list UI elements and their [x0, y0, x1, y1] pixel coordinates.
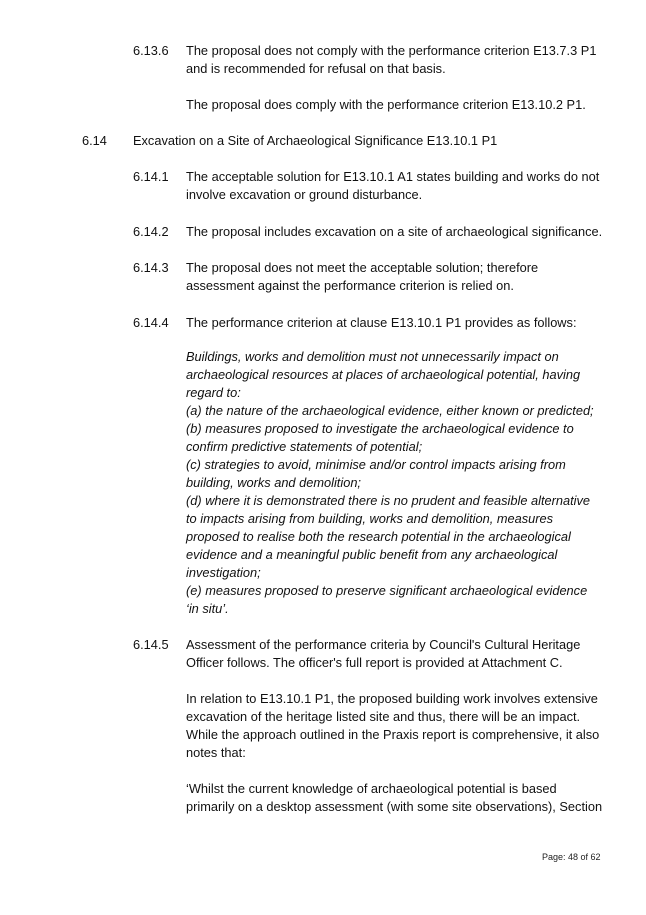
text-line: The proposal does not meet the acceptable solution; therefore [186, 260, 539, 275]
text-line: ‘Whilst the current knowledge of archaeological potential is based [186, 781, 557, 796]
page-number: Page: 48 of 62 [542, 852, 601, 862]
quote-line: (e) measures proposed to preserve significant archaeological evidence [186, 583, 588, 598]
section-number: 6.14 [82, 133, 107, 148]
quote-line: (d) where it is demonstrated there is no prudent and feasible alternative [186, 493, 591, 508]
text-line: The proposal does not comply with the performance criterion E13.7.3 P1 [186, 43, 597, 58]
quote-line: (c) strategies to avoid, minimise and/or control impacts arising from [186, 457, 566, 472]
section-number: 6.14.2 [133, 224, 169, 239]
text-line: assessment against the performance criterion is relied on. [186, 278, 514, 293]
text-line: The acceptable solution for E13.10.1 A1 states building and works do not [186, 169, 600, 184]
text-line: The proposal includes excavation on a site of archaeological significance. [186, 224, 603, 239]
text-line: primarily on a desktop assessment (with some site observations), Section [186, 799, 603, 814]
quote-line: proposed to realise both the research potential in the archaeological [186, 529, 571, 544]
quote-line: regard to: [186, 385, 241, 400]
quote-line: evidence and a meaningful public benefit from any archaeological [186, 547, 558, 562]
paragraph [186, 636, 616, 672]
text-line: The performance criterion at clause E13.10.1 P1 provides as follows: [186, 315, 577, 330]
quote-line: investigation; [186, 565, 261, 580]
paragraph [186, 780, 616, 816]
section-number: 6.14.1 [133, 169, 169, 184]
section-number: 6.14.3 [133, 260, 169, 275]
quote-line: ‘in situ’. [186, 601, 229, 616]
quote-line: confirm predictive statements of potential; [186, 439, 423, 454]
quote-line: archaeological resources at places of archaeological potential, having [186, 367, 581, 382]
text-line: While the approach outlined in the Praxis report is comprehensive, it also [186, 727, 600, 742]
section-number: 6.13.6 [133, 43, 169, 58]
section-number: 6.14.5 [133, 637, 169, 652]
quote-line: to impacts arising from building, works and demolition, measures [186, 511, 554, 526]
quote-line: (b) measures proposed to investigate the archaeological evidence to [186, 421, 574, 436]
text-line: In relation to E13.10.1 P1, the proposed building work involves extensive [186, 691, 598, 706]
paragraph [186, 690, 616, 762]
quoted-criterion [186, 348, 616, 618]
paragraph [186, 259, 616, 295]
text-line: involve excavation or ground disturbance. [186, 187, 423, 202]
paragraph [186, 168, 616, 204]
quote-line: building, works and demolition; [186, 475, 361, 490]
section-heading [133, 132, 613, 150]
section-number: 6.14.4 [133, 315, 169, 330]
text-line: The proposal does comply with the performance criterion E13.10.2 P1. [186, 97, 586, 112]
paragraph [186, 223, 616, 241]
quote-line: (a) the nature of the archaeological evidence, either known or predicted; [186, 403, 594, 418]
quote-line: Buildings, works and demolition must not unnecessarily impact on [186, 349, 559, 364]
text-line: Excavation on a Site of Archaeological Significance E13.10.1 P1 [133, 133, 498, 148]
text-line: excavation of the heritage listed site and thus, there will be an impact. [186, 709, 581, 724]
text-line: Officer follows. The officer's full report is provided at Attachment C. [186, 655, 563, 670]
text-line: and is recommended for refusal on that basis. [186, 61, 446, 76]
paragraph [186, 314, 616, 332]
paragraph [186, 42, 616, 78]
paragraph [186, 96, 616, 114]
text-line: notes that: [186, 745, 246, 760]
text-line: Assessment of the performance criteria by Council's Cultural Heritage [186, 637, 581, 652]
